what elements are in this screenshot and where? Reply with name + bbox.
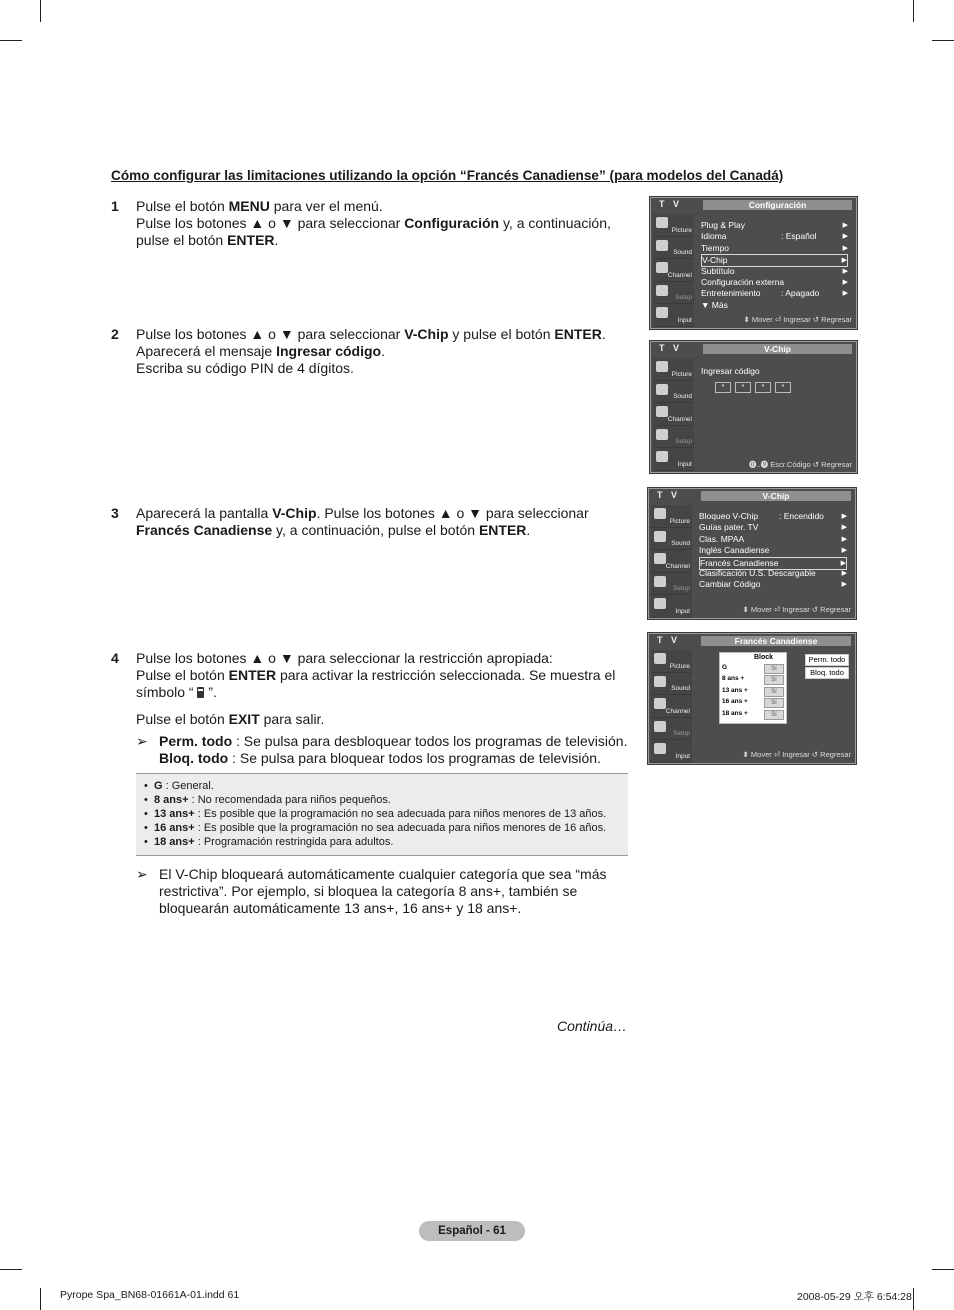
arrow-right-icon: ▶ (842, 279, 848, 286)
page-title: Cómo configurar las limitaciones utilizando la opción “Francés Canadiense” (para modelos del Canadá) (111, 168, 784, 183)
arrow-right-icon: ▶ (842, 267, 848, 275)
crop-mark (0, 40, 22, 41)
tv-side-label: Picture (669, 662, 690, 670)
tv-menu-label: Clas. MPAA (699, 533, 745, 544)
arrow-right-icon: ▶ (842, 233, 848, 241)
tv-side-item[interactable] (651, 528, 692, 551)
rating-code: 16 ans+ (154, 822, 195, 834)
tv-side-label: Input (675, 752, 690, 760)
rating-item (154, 793, 628, 807)
more-item[interactable]: ▼ Más (701, 299, 728, 310)
tv-menu-label: Bloqueo V-Chip (699, 511, 759, 521)
rating-item (154, 821, 628, 835)
tv-side-label: Input (677, 316, 692, 324)
tv-side-label: Input (677, 460, 692, 468)
step-line: Pulse los botones ▲ o ▼ para seleccionar Configuración y, a continuación, (136, 215, 611, 231)
tv-side-item[interactable] (653, 381, 694, 404)
arrow-icon: ➢ (136, 733, 148, 749)
tv-side-label: Channel (665, 707, 690, 715)
tv-title: V-Chip (701, 491, 851, 501)
tv-title: V-Chip (703, 344, 852, 354)
setup-icon (654, 576, 666, 587)
tv-menu-item[interactable] (699, 511, 847, 522)
tv-side-label: Channel (667, 415, 692, 423)
crop-mark (40, 1288, 41, 1310)
picture-icon (656, 217, 668, 228)
tv-side-item[interactable] (653, 448, 694, 471)
code-digit[interactable]: * (775, 382, 791, 393)
rating-item (154, 807, 628, 821)
tv-side-label: Sound (671, 685, 690, 692)
setup-icon (656, 429, 668, 440)
rating-desc: : General. (162, 780, 214, 792)
tv-menu-item[interactable] (699, 522, 847, 533)
block-header: Block (754, 654, 774, 661)
step-number: 2 (111, 326, 119, 342)
tv-screen-vchip (648, 488, 856, 619)
step-line: Francés Canadiense y, a continuación, pulse el botón ENTER. (136, 522, 531, 538)
tv-screen-vchip-code (650, 341, 857, 473)
arrow-right-icon: ▶ (841, 524, 847, 532)
code-digit[interactable]: * (755, 382, 771, 393)
channel-icon (654, 698, 666, 709)
tv-menu-item[interactable] (701, 288, 848, 299)
channel-icon (656, 262, 668, 273)
tv-menu-label: Subtítulo (701, 265, 735, 276)
perm-todo-button[interactable]: Perm. todo (805, 654, 849, 666)
tv-label: T V (657, 490, 681, 500)
crop-mark (0, 1269, 22, 1270)
step-line: Pulse los botones ▲ o ▼ para seleccionar la restricción apropiada: (136, 650, 553, 666)
sound-icon (656, 384, 668, 395)
step-line: símbolo “ ”. (136, 684, 217, 700)
block-checkbox[interactable]: Sí (764, 675, 784, 685)
tv-hint-bar: ⬍ Mover ⏎ Ingresar ↺ Regresar (742, 750, 851, 759)
tv-menu-item[interactable] (701, 243, 848, 254)
tv-title: Francés Canadiense (701, 636, 851, 646)
block-checkbox[interactable]: Sí (764, 710, 784, 720)
tv-label: T V (657, 635, 681, 645)
tv-screen-frances (648, 633, 856, 764)
arrow-right-icon: ▶ (841, 570, 847, 577)
tv-side-item[interactable] (651, 740, 692, 763)
tv-side-label: Picture (671, 226, 692, 234)
step-line: Aparecerá el mensaje Ingresar código. (136, 343, 385, 359)
tv-menu-item[interactable] (699, 568, 847, 579)
tv-side-item[interactable] (651, 650, 692, 673)
step-line: Pulse el botón EXIT para salir. (136, 711, 325, 727)
input-icon (656, 307, 668, 318)
tv-hint-bar: ⬍ Mover ⏎ Ingresar ↺ Regresar (743, 315, 852, 324)
arrow-right-icon: ▶ (842, 244, 848, 252)
step-line: Pulse el botón ENTER para activar la restricción seleccionada. Se muestra el (136, 667, 616, 683)
tv-side-item[interactable] (651, 718, 692, 741)
tv-menu-label: Tiempo (701, 242, 730, 253)
code-prompt: Ingresar código (701, 366, 760, 376)
note-line: Perm. todo : Se pulsa para desbloquear todos los programas de televisión. (159, 733, 628, 749)
tv-side-item[interactable] (651, 505, 692, 528)
rating-desc: : Es posible que la programación no sea adecuada para niños menores de 16 años. (194, 822, 607, 834)
rating-item (154, 835, 628, 849)
footer-filename: Pyrope Spa_BN68-01661A-01.indd 61 (60, 1289, 240, 1301)
crop-mark (913, 1288, 914, 1310)
crop-mark (932, 1269, 954, 1270)
picture-icon (654, 508, 666, 519)
tv-menu-item[interactable] (699, 534, 847, 545)
tv-menu-label: V-Chip (702, 255, 728, 266)
tv-menu-label: Cambiar Código (699, 579, 761, 590)
rating-code: 13 ans+ (154, 808, 195, 820)
arrow-right-icon: ▶ (842, 290, 848, 298)
sound-icon (654, 676, 666, 687)
tv-side-item[interactable] (651, 673, 692, 696)
tv-menu-label: Guías pater. TV (699, 522, 759, 533)
crop-mark (913, 0, 914, 22)
step-line: pulse el botón ENTER. (136, 232, 279, 248)
block-rating-label: G (722, 664, 728, 671)
note-line: restrictiva”. Por ejemplo, si bloquea la categoría 8 ans+, también se (159, 883, 578, 899)
rating-desc: : No recomendada para niños pequeños. (188, 794, 391, 806)
step-line: Pulse el botón MENU para ver el menú. (136, 198, 383, 214)
rating-code: 8 ans+ (154, 794, 189, 806)
crop-mark (932, 40, 954, 41)
block-rating-label: 8 ans + (722, 675, 745, 683)
tv-menu-item[interactable] (701, 277, 848, 288)
arrow-right-icon: ▶ (841, 547, 847, 555)
crop-mark (40, 0, 41, 22)
tv-side-item[interactable] (653, 282, 694, 305)
tv-side-label: Setup (673, 585, 690, 592)
tv-side-label: Channel (667, 271, 692, 279)
tv-menu-value: : Encendido (779, 511, 824, 521)
channel-icon (656, 406, 668, 417)
tv-side-item[interactable] (653, 358, 694, 381)
tv-menu-label: Configuración externa (701, 277, 785, 287)
tv-side-label: Picture (669, 517, 690, 525)
ratings-box (136, 773, 628, 856)
arrow-icon: ➢ (136, 866, 148, 882)
block-checkbox[interactable]: Sí (764, 664, 784, 674)
tv-side-label: Sound (671, 540, 690, 547)
arrow-right-icon: ▶ (841, 513, 847, 520)
tv-menu-item[interactable] (701, 220, 848, 231)
tv-menu-item[interactable] (701, 266, 848, 277)
arrow-right-icon: ▶ (841, 535, 847, 543)
setup-icon (656, 285, 668, 296)
channel-icon (654, 553, 666, 564)
note-line: El V-Chip bloqueará automáticamente cualquier categoría que sea “más (159, 866, 607, 882)
tv-label: T V (659, 199, 683, 209)
tv-side-item[interactable] (653, 304, 694, 327)
tv-side-item[interactable] (653, 403, 694, 426)
arrow-right-icon: ▶ (841, 581, 847, 589)
tv-hint-bar: ⓿..❾ Escr.Código ↺ Regresar (749, 460, 852, 469)
tv-side-item[interactable] (653, 214, 694, 237)
rating-desc: : Es posible que la programación no sea adecuada para niños menores de 13 años. (194, 808, 607, 820)
block-table (719, 652, 787, 724)
rating-code: 18 ans+ (154, 836, 195, 848)
input-icon (654, 743, 666, 754)
tv-side-item[interactable] (653, 426, 694, 449)
tv-side-label: Sound (673, 393, 692, 400)
tv-side-item[interactable] (651, 573, 692, 596)
arrow-right-icon: ▶ (840, 559, 846, 567)
step-line: Aparecerá la pantalla V-Chip. Pulse los botones ▲ o ▼ para seleccionar (136, 505, 589, 521)
block-rating-label: 16 ans + (722, 698, 748, 706)
tv-menu-item[interactable] (699, 545, 847, 556)
picture-icon (656, 361, 668, 372)
step-number: 3 (111, 505, 119, 521)
continues-label: Continúa… (557, 1018, 628, 1034)
tv-menu-label: Inglés Canadiense (699, 545, 770, 556)
block-checkbox[interactable]: Sí (764, 698, 784, 708)
sound-icon (654, 531, 666, 542)
tv-menu-item[interactable] (701, 231, 848, 242)
picture-icon (654, 653, 666, 664)
setup-icon (654, 721, 666, 732)
code-digit[interactable]: * (715, 382, 731, 393)
tv-menu-value: : Apagado (781, 288, 820, 299)
tv-side-label: Setup (675, 294, 692, 301)
step-number: 4 (111, 650, 119, 666)
sound-icon (656, 240, 668, 251)
block-rating-label: 18 ans + (722, 709, 748, 717)
input-icon (656, 451, 668, 462)
tv-menu-label: Clasificación U.S. Descargable (699, 568, 816, 578)
step-number: 1 (111, 198, 119, 214)
lock-icon (197, 691, 204, 698)
tv-label: T V (659, 343, 683, 353)
footer-timestamp: 2008-05-29 오후 6:54:28 (797, 1291, 912, 1303)
tv-side-label: Picture (671, 370, 692, 378)
code-digit[interactable]: * (735, 382, 751, 393)
step-line: Escriba su código PIN de 4 dígitos. (136, 360, 354, 376)
page-number-badge: Español - 61 (419, 1221, 525, 1241)
tv-side-label: Setup (675, 438, 692, 445)
bloq-todo-button[interactable]: Bloq. todo (805, 667, 849, 679)
rating-item (154, 779, 628, 793)
block-checkbox[interactable]: Sí (764, 687, 784, 697)
input-icon (654, 598, 666, 609)
arrow-right-icon: ▶ (841, 257, 847, 265)
tv-menu-label: Idioma (701, 231, 727, 242)
step-line: Pulse los botones ▲ o ▼ para seleccionar V-Chip y pulse el botón ENTER. (136, 326, 606, 342)
tv-side-item[interactable] (653, 237, 694, 260)
tv-side-label: Channel (665, 562, 690, 570)
block-rating-label: 13 ans + (722, 686, 748, 694)
arrow-right-icon: ▶ (842, 222, 848, 229)
tv-hint-bar: ⬍ Mover ⏎ Ingresar ↺ Regresar (742, 605, 851, 614)
tv-menu-value: : Español (781, 231, 817, 242)
tv-screen-configuracion (650, 197, 857, 329)
tv-title: Configuración (703, 200, 852, 210)
note-line: bloquearán automáticamente 13 ans+, 16 ans+ y 18 ans+. (159, 900, 522, 916)
rating-desc: : Programación restringida para adultos. (194, 836, 394, 848)
tv-menu-label: Plug & Play (701, 220, 745, 230)
tv-side-label: Input (675, 607, 690, 615)
tv-menu-item[interactable] (699, 579, 847, 590)
tv-side-label: Setup (673, 730, 690, 737)
tv-menu-label: Entretenimiento (701, 288, 761, 299)
note-line: Bloq. todo : Se pulsa para bloquear todos los programas de televisión. (159, 750, 601, 766)
rating-code: G (154, 780, 163, 792)
tv-side-label: Sound (673, 249, 692, 256)
tv-side-item[interactable] (651, 695, 692, 718)
tv-side-item[interactable] (653, 259, 694, 282)
tv-side-item[interactable] (651, 595, 692, 618)
tv-side-item[interactable] (651, 550, 692, 573)
tv-menu-label: Francés Canadiense (700, 557, 779, 568)
